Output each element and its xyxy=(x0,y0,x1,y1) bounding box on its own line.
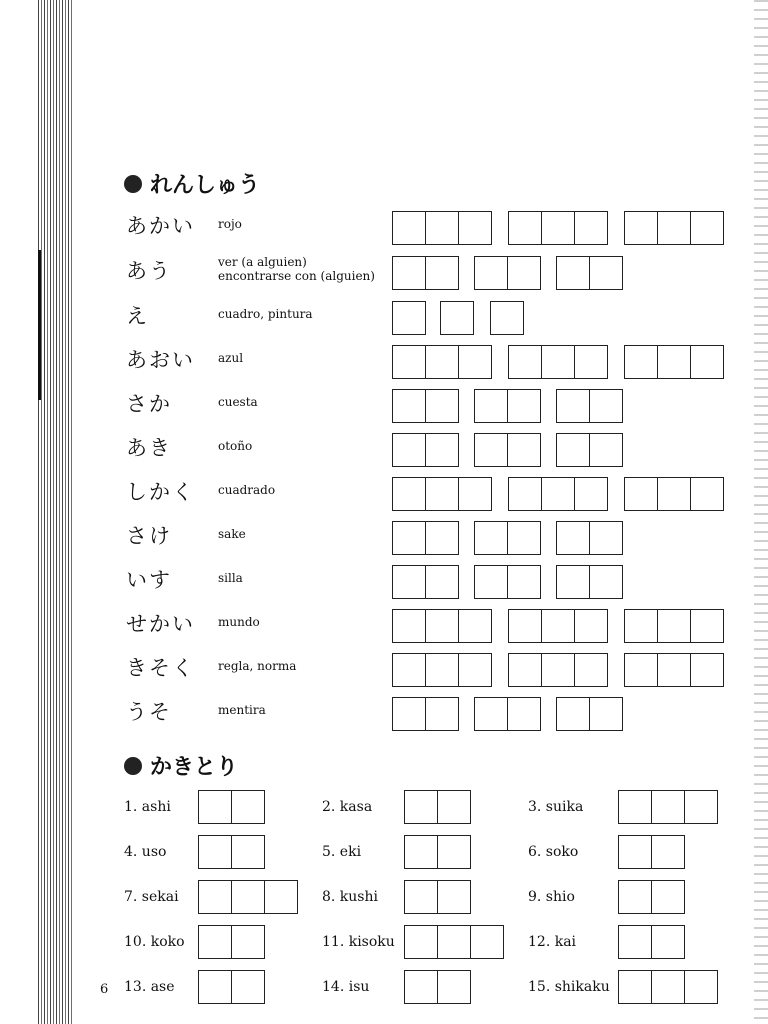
dictation-label: 1. ashi xyxy=(124,799,171,815)
vocab-row xyxy=(126,606,736,646)
writing-box[interactable] xyxy=(475,390,508,422)
dictation-item xyxy=(124,880,298,914)
writing-box[interactable] xyxy=(590,566,622,598)
dictation-box-group xyxy=(404,970,471,1004)
dictation-item xyxy=(124,835,265,869)
writing-box[interactable] xyxy=(393,654,426,686)
binding-shadow xyxy=(38,250,41,400)
dictation-box-group xyxy=(404,925,504,959)
vocab-row xyxy=(126,342,736,382)
vocab-row xyxy=(126,208,736,248)
dictation-label: 2. kasa xyxy=(322,799,373,815)
kana-word: さか xyxy=(126,392,172,416)
bullet-icon xyxy=(124,757,142,775)
writing-box-group xyxy=(440,301,474,335)
writing-box[interactable] xyxy=(652,926,684,958)
writing-box[interactable] xyxy=(691,478,723,510)
dictation-label: 6. soko xyxy=(528,844,579,860)
writing-box-group xyxy=(392,211,492,245)
writing-box-group xyxy=(624,653,724,687)
writing-box[interactable] xyxy=(438,836,470,868)
writing-box[interactable] xyxy=(652,836,684,868)
meaning-text: mundo xyxy=(218,615,260,629)
writing-box-group xyxy=(392,477,492,511)
writing-box[interactable] xyxy=(658,654,691,686)
writing-box[interactable] xyxy=(232,971,264,1003)
dictation-label: 12. kai xyxy=(528,934,577,950)
writing-box[interactable] xyxy=(652,791,685,823)
dictation-box-group xyxy=(618,925,685,959)
kana-word: あおい xyxy=(126,348,195,372)
writing-box[interactable] xyxy=(508,698,540,730)
meaning-text: cuadrado xyxy=(218,483,276,497)
writing-box[interactable] xyxy=(393,698,426,730)
writing-box[interactable] xyxy=(508,257,540,289)
vocab-row xyxy=(126,430,736,470)
writing-box[interactable] xyxy=(575,346,607,378)
writing-box[interactable] xyxy=(619,791,652,823)
writing-box[interactable] xyxy=(557,698,590,730)
writing-box[interactable] xyxy=(509,346,542,378)
writing-box[interactable] xyxy=(691,654,723,686)
writing-box[interactable] xyxy=(426,346,459,378)
meaning-text: regla, norma xyxy=(218,659,297,673)
dictation-item xyxy=(124,790,265,824)
dictation-heading xyxy=(124,750,238,781)
dictation-item xyxy=(322,970,471,1004)
writing-box[interactable] xyxy=(542,346,575,378)
writing-box-group xyxy=(392,653,492,687)
writing-box[interactable] xyxy=(691,610,723,642)
writing-box[interactable] xyxy=(393,522,426,554)
writing-box-group xyxy=(556,565,623,599)
writing-box[interactable] xyxy=(652,971,685,1003)
writing-box[interactable] xyxy=(232,791,264,823)
writing-box-group xyxy=(392,433,459,467)
meaning-text: silla xyxy=(218,571,243,585)
writing-box[interactable] xyxy=(625,212,658,244)
writing-box-group xyxy=(508,609,608,643)
writing-box[interactable] xyxy=(232,926,264,958)
writing-box-group xyxy=(508,477,608,511)
dictation-label: 4. uso xyxy=(124,844,167,860)
writing-box[interactable] xyxy=(590,390,622,422)
writing-box[interactable] xyxy=(426,522,458,554)
writing-box[interactable] xyxy=(575,610,607,642)
writing-box[interactable] xyxy=(426,478,459,510)
writing-box[interactable] xyxy=(658,346,691,378)
writing-box[interactable] xyxy=(619,926,652,958)
writing-box[interactable] xyxy=(475,566,508,598)
writing-box[interactable] xyxy=(475,522,508,554)
writing-box[interactable] xyxy=(542,212,575,244)
page-number: 6 xyxy=(100,982,109,997)
kana-word: あかい xyxy=(126,214,195,238)
writing-box[interactable] xyxy=(509,478,542,510)
writing-box[interactable] xyxy=(471,926,503,958)
dictation-label: 14. isu xyxy=(322,979,370,995)
writing-box[interactable] xyxy=(438,881,470,913)
dictation-label: 3. suika xyxy=(528,799,584,815)
writing-box[interactable] xyxy=(199,881,232,913)
writing-box[interactable] xyxy=(459,212,491,244)
dictation-label: 10. koko xyxy=(124,934,185,950)
writing-box-group xyxy=(556,256,623,290)
writing-box[interactable] xyxy=(426,434,458,466)
writing-box[interactable] xyxy=(557,566,590,598)
writing-box[interactable] xyxy=(619,881,652,913)
writing-box[interactable] xyxy=(508,434,540,466)
scanned-right-edge xyxy=(754,0,768,1024)
dictation-item xyxy=(124,970,265,1004)
vocab-row xyxy=(126,562,736,602)
dictation-item xyxy=(124,925,265,959)
writing-box[interactable] xyxy=(691,212,723,244)
writing-box[interactable] xyxy=(557,522,590,554)
writing-box[interactable] xyxy=(459,346,491,378)
writing-box[interactable] xyxy=(590,434,622,466)
writing-box-group xyxy=(392,389,459,423)
writing-box[interactable] xyxy=(619,836,652,868)
dictation-box-group xyxy=(404,880,471,914)
writing-box[interactable] xyxy=(491,302,523,334)
writing-box[interactable] xyxy=(575,478,607,510)
writing-box[interactable] xyxy=(658,610,691,642)
writing-box-group xyxy=(474,565,541,599)
writing-box[interactable] xyxy=(625,346,658,378)
writing-box[interactable] xyxy=(557,390,590,422)
writing-box-group xyxy=(556,697,623,731)
writing-box[interactable] xyxy=(475,434,508,466)
dictation-item xyxy=(528,835,685,869)
kana-word: さけ xyxy=(126,524,172,548)
writing-box[interactable] xyxy=(508,522,540,554)
writing-box-group xyxy=(392,565,459,599)
writing-box-group xyxy=(508,653,608,687)
meaning-text: cuadro, pintura xyxy=(218,307,313,321)
writing-box[interactable] xyxy=(405,791,438,823)
writing-box[interactable] xyxy=(393,566,426,598)
writing-box[interactable] xyxy=(441,302,473,334)
writing-box-group xyxy=(474,697,541,731)
writing-box-group xyxy=(508,211,608,245)
dictation-box-group xyxy=(404,790,471,824)
writing-box[interactable] xyxy=(426,257,458,289)
writing-box-group xyxy=(624,477,724,511)
vocab-row xyxy=(126,253,736,293)
writing-box[interactable] xyxy=(426,390,458,422)
writing-box[interactable] xyxy=(691,346,723,378)
meaning-text: rojo xyxy=(218,217,242,231)
writing-box[interactable] xyxy=(509,610,542,642)
writing-box[interactable] xyxy=(508,566,540,598)
writing-box-group xyxy=(490,301,524,335)
writing-box[interactable] xyxy=(557,434,590,466)
writing-box[interactable] xyxy=(438,791,470,823)
dictation-label: 9. shio xyxy=(528,889,575,905)
dictation-item xyxy=(322,835,471,869)
writing-box-group xyxy=(556,433,623,467)
dictation-box-group xyxy=(198,790,265,824)
writing-box[interactable] xyxy=(438,926,471,958)
kana-word: あき xyxy=(126,436,172,460)
writing-box-group xyxy=(392,609,492,643)
writing-box[interactable] xyxy=(232,881,265,913)
writing-box[interactable] xyxy=(542,610,575,642)
writing-box[interactable] xyxy=(405,926,438,958)
writing-box-group xyxy=(624,345,724,379)
vocab-row xyxy=(126,650,736,690)
writing-box[interactable] xyxy=(475,698,508,730)
writing-box[interactable] xyxy=(619,971,652,1003)
dictation-item xyxy=(322,790,471,824)
writing-box[interactable] xyxy=(393,302,425,334)
dictation-box-group xyxy=(618,970,718,1004)
dictation-item xyxy=(528,970,718,1004)
writing-box-group xyxy=(474,433,541,467)
writing-box[interactable] xyxy=(459,478,491,510)
writing-box[interactable] xyxy=(199,836,232,868)
writing-box[interactable] xyxy=(542,654,575,686)
dictation-item xyxy=(322,880,471,914)
meaning-text: ver (a alguien) encontrarse con (alguien) xyxy=(218,255,375,283)
writing-box[interactable] xyxy=(509,654,542,686)
dictation-box-group xyxy=(618,835,685,869)
writing-box[interactable] xyxy=(393,610,426,642)
writing-box[interactable] xyxy=(232,836,264,868)
writing-box[interactable] xyxy=(199,971,232,1003)
dictation-box-group xyxy=(198,835,265,869)
writing-box[interactable] xyxy=(685,791,717,823)
vocab-row xyxy=(126,694,736,734)
kana-word: え xyxy=(126,304,149,328)
writing-box[interactable] xyxy=(426,698,458,730)
meaning-text: cuesta xyxy=(218,395,258,409)
vocab-row xyxy=(126,386,736,426)
writing-box-group xyxy=(474,256,541,290)
writing-box[interactable] xyxy=(625,478,658,510)
dictation-item xyxy=(528,880,685,914)
writing-box[interactable] xyxy=(405,881,438,913)
dictation-label: 7. sekai xyxy=(124,889,179,905)
writing-box[interactable] xyxy=(658,478,691,510)
writing-box[interactable] xyxy=(652,881,684,913)
writing-box[interactable] xyxy=(199,791,232,823)
writing-box[interactable] xyxy=(542,478,575,510)
dictation-title: かきとり xyxy=(150,755,239,780)
dictation-label: 8. kushi xyxy=(322,889,378,905)
meaning-text: otoño xyxy=(218,439,253,453)
vocab-row xyxy=(126,298,736,338)
writing-box-group xyxy=(392,521,459,555)
kana-word: きそく xyxy=(126,656,195,680)
writing-box[interactable] xyxy=(557,257,590,289)
writing-box[interactable] xyxy=(590,522,622,554)
writing-box[interactable] xyxy=(509,212,542,244)
practice-heading xyxy=(124,168,260,199)
writing-box[interactable] xyxy=(265,881,297,913)
writing-box-group xyxy=(392,345,492,379)
writing-box[interactable] xyxy=(393,478,426,510)
writing-box[interactable] xyxy=(426,654,459,686)
writing-box-group xyxy=(624,211,724,245)
writing-box[interactable] xyxy=(625,610,658,642)
book-binding-edge xyxy=(38,0,72,1024)
writing-box[interactable] xyxy=(658,212,691,244)
writing-box-group xyxy=(474,389,541,423)
dictation-item xyxy=(528,925,685,959)
writing-box[interactable] xyxy=(459,654,491,686)
writing-box[interactable] xyxy=(685,971,717,1003)
dictation-box-group xyxy=(618,880,685,914)
writing-box[interactable] xyxy=(393,346,426,378)
dictation-item xyxy=(528,790,718,824)
dictation-box-group xyxy=(198,880,298,914)
writing-box[interactable] xyxy=(405,836,438,868)
kana-word: あう xyxy=(126,259,172,283)
writing-box-group xyxy=(508,345,608,379)
writing-box-group xyxy=(556,521,623,555)
dictation-label: 5. eki xyxy=(322,844,362,860)
vocab-row xyxy=(126,474,736,514)
writing-box-group xyxy=(392,256,459,290)
writing-box[interactable] xyxy=(393,257,426,289)
dictation-box-group xyxy=(198,970,265,1004)
writing-box[interactable] xyxy=(426,566,458,598)
writing-box-group xyxy=(474,521,541,555)
meaning-text: mentira xyxy=(218,703,266,717)
writing-box[interactable] xyxy=(575,654,607,686)
meaning-text: sake xyxy=(218,527,246,541)
writing-box[interactable] xyxy=(393,390,426,422)
writing-box[interactable] xyxy=(438,971,470,1003)
writing-box-group xyxy=(556,389,623,423)
kana-word: しかく xyxy=(126,480,195,504)
writing-box[interactable] xyxy=(393,212,426,244)
writing-box-group xyxy=(392,301,426,335)
writing-box[interactable] xyxy=(575,212,607,244)
dictation-label: 13. ase xyxy=(124,979,175,995)
dictation-item xyxy=(322,925,504,959)
writing-box[interactable] xyxy=(426,610,459,642)
bullet-icon xyxy=(124,175,142,193)
dictation-label: 15. shikaku xyxy=(528,979,610,995)
kana-word: うそ xyxy=(126,700,172,724)
writing-box[interactable] xyxy=(475,257,508,289)
writing-box[interactable] xyxy=(199,926,232,958)
writing-box[interactable] xyxy=(405,971,438,1003)
writing-box[interactable] xyxy=(590,698,622,730)
writing-box-group xyxy=(624,609,724,643)
kana-word: いす xyxy=(126,568,172,592)
kana-word: せかい xyxy=(126,612,195,636)
practice-title: れんしゅう xyxy=(150,173,261,198)
writing-box[interactable] xyxy=(459,610,491,642)
writing-box[interactable] xyxy=(426,212,459,244)
writing-box[interactable] xyxy=(625,654,658,686)
writing-box[interactable] xyxy=(393,434,426,466)
writing-box[interactable] xyxy=(590,257,622,289)
dictation-box-group xyxy=(198,925,265,959)
writing-box-group xyxy=(392,697,459,731)
writing-box[interactable] xyxy=(508,390,540,422)
dictation-box-group xyxy=(404,835,471,869)
dictation-box-group xyxy=(618,790,718,824)
meaning-text: azul xyxy=(218,351,244,365)
vocab-row xyxy=(126,518,736,558)
dictation-label: 11. kisoku xyxy=(322,934,395,950)
